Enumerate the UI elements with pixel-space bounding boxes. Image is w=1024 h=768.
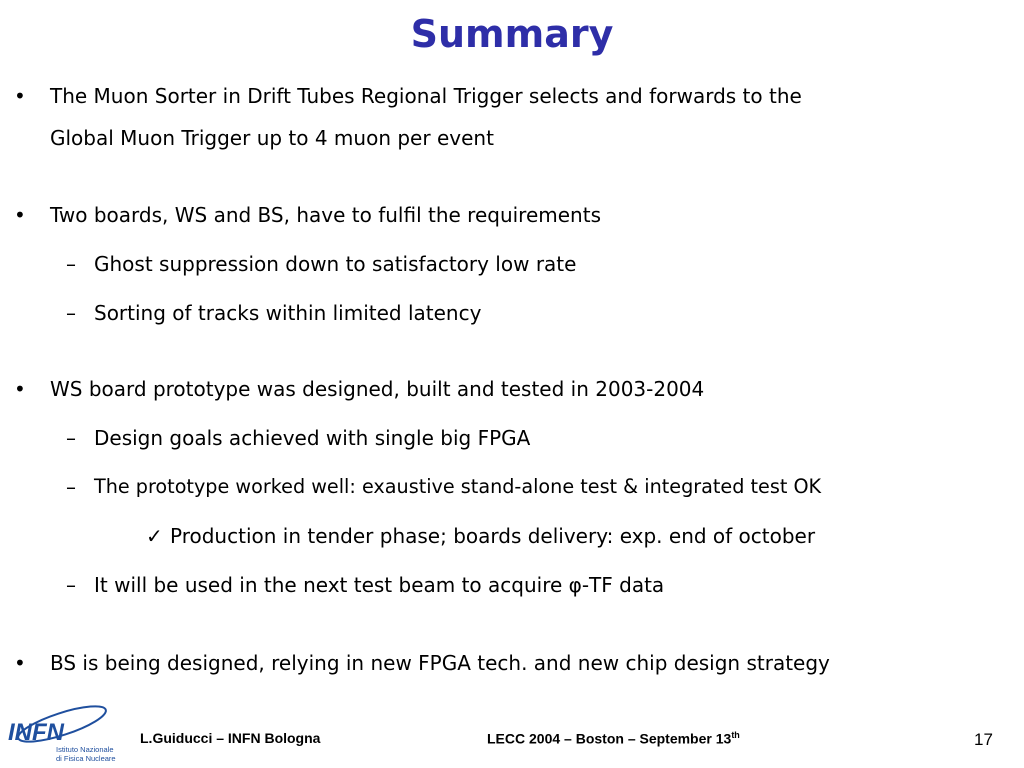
dash-marker: – <box>66 426 76 450</box>
slide-title: Summary <box>410 12 614 56</box>
infn-logo-wordmark: INFN <box>8 719 64 746</box>
footer-event <box>487 730 740 747</box>
bullet-marker: • <box>14 203 26 227</box>
checkmark-icon: ✓ <box>146 524 163 548</box>
bullet-marker: • <box>14 651 26 675</box>
dash-marker: – <box>66 252 76 276</box>
dash-marker: – <box>66 301 76 325</box>
sub-bullet-text: Sorting of tracks within limited latency <box>94 301 482 325</box>
bullet-text-continuation: Global Muon Trigger up to 4 muon per event <box>50 126 494 150</box>
page-number: 17 <box>974 730 993 749</box>
footer-author: L.Guiducci – INFN Bologna <box>140 730 321 746</box>
bullet-marker: • <box>14 84 26 108</box>
bullet-text: The Muon Sorter in Drift Tubes Regional Trigger selects and forwards to the <box>50 84 802 108</box>
dash-marker: – <box>66 573 76 597</box>
dash-marker: – <box>66 475 76 499</box>
bullet-marker: • <box>14 377 26 401</box>
infn-logo-subtitle-1: Istituto Nazionale <box>56 745 114 754</box>
sub-bullet-text: Design goals achieved with single big FPGA <box>94 426 531 450</box>
footer-event-superscript: th <box>731 730 740 740</box>
infn-logo-subtitle-2: di Fisica Nucleare <box>56 754 116 763</box>
bullet-text: Two boards, WS and BS, have to fulfil the requirements <box>50 203 601 227</box>
bullet-text: WS board prototype was designed, built and tested in 2003-2004 <box>50 377 705 401</box>
infn-logo-graphic <box>4 704 116 764</box>
sub-bullet-text: Ghost suppression down to satisfactory low rate <box>94 252 577 276</box>
footer-event-text: LECC 2004 – Boston – September 13 <box>487 730 732 747</box>
sub-bullet-text: It will be used in the next test beam to acquire φ-TF data <box>94 573 665 597</box>
bullet-text: BS is being designed, relying in new FPGA tech. and new chip design strategy <box>50 651 830 675</box>
sub-sub-bullet-text: Production in tender phase; boards delivery: exp. end of october <box>170 524 816 548</box>
sub-bullet-text: The prototype worked well: exaustive stand-alone test & integrated test OK <box>94 475 822 498</box>
infn-logo <box>4 704 116 764</box>
